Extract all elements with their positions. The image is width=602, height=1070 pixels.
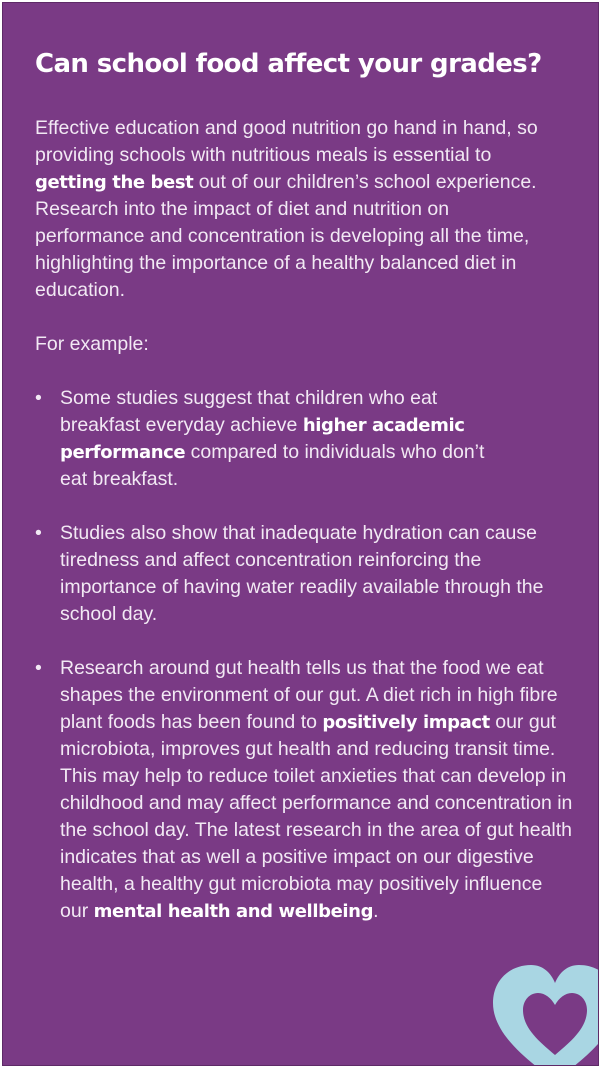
bullet-3-text-3: .	[373, 900, 379, 922]
list-item	[35, 385, 505, 493]
intro-text-1: Effective education and good nutrition go hand in hand, so providing schools with nutritious meals is essential to	[35, 117, 538, 166]
bullet-1-text-1: Some studies suggest that children who eat breakfast everyday achieve	[60, 387, 438, 436]
bullet-3-text-1: Research around gut health tells us that the food we eat shapes the environment of our gut. A diet rich in high fibre plant foods has been found to	[60, 657, 558, 733]
bullet-3-highlight-1: positively impact	[322, 712, 490, 733]
list-item	[35, 655, 575, 925]
intro-highlight: getting the best	[35, 172, 194, 193]
intro-text-2: out of our children’s school experience. Research into the impact of diet and nutrition on performance and concentration is developing all the time, highlighting the importance of a healthy balanced diet in education.	[35, 171, 537, 301]
bullet-1-highlight: higher academic performance	[60, 415, 465, 463]
bullet-3-text-2: our gut microbiota, improves gut health and reducing transit time. This may help to reduce toilet anxieties that can develop in childhood and may affect performance and concentration in the school day. The latest research in the area of gut health indicates that as well a positive impact on our digestive health, a healthy gut microbiota may positively influence our	[60, 711, 573, 922]
page-title: Can school food affect your grades?	[35, 49, 542, 79]
for-example-label: For example:	[35, 333, 149, 355]
list-item	[35, 520, 575, 628]
info-panel	[2, 2, 599, 1066]
bullet-list	[35, 385, 575, 925]
bullet-1-text-2: compared to individuals who don’t eat breakfast.	[60, 441, 485, 490]
bullet-3-highlight-2: mental health and wellbeing	[93, 901, 374, 922]
bullet-icon: •	[35, 522, 42, 544]
article-body	[35, 115, 575, 952]
bullet-2-text-1: Studies also show that inadequate hydration can cause tiredness and affect concentration reinforcing the importance of having water readily available through the school day.	[60, 522, 544, 625]
heart-icon	[489, 963, 599, 1066]
bullet-icon: •	[35, 387, 42, 409]
bullet-icon: •	[35, 657, 42, 679]
intro-paragraph	[35, 115, 545, 304]
